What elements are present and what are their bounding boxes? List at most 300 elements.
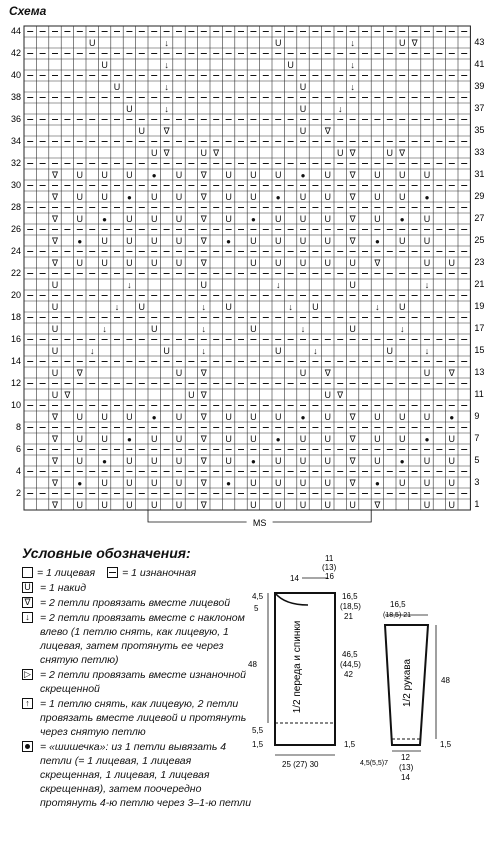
purl-symbol-icon [107, 567, 118, 578]
yarn-over-mark: U [200, 280, 208, 290]
ssk-mark: ↓ [350, 82, 355, 92]
ssk-mark: ↓ [350, 38, 355, 48]
legend-item-p2tog-tbl: ▷ = 2 петли провязать вместе изнаночной скрещенной [22, 668, 252, 696]
k2tog-mark: ∇ [337, 390, 344, 400]
yarn-over-mark: U [126, 500, 133, 510]
sleeve-height-value: 48 [441, 676, 450, 685]
row-number-right: 41 [474, 59, 485, 69]
row-number-left: 12 [10, 378, 21, 388]
yarn-over-mark: U [126, 170, 133, 180]
yarn-over-mark: U [299, 368, 307, 378]
row-number-left: 26 [10, 224, 21, 234]
body-width-value: 25 (27) 30 [282, 760, 319, 769]
k2tog-mark: ∇ [349, 478, 356, 488]
yarn-over-mark: U [188, 390, 195, 400]
side-value-b: (44,5) [340, 660, 361, 669]
yarn-over-mark: U [299, 214, 307, 224]
yarn-over-mark: U [150, 456, 158, 466]
bobble-mark: ● [126, 193, 132, 202]
yarn-over-mark: U [324, 500, 332, 510]
bobble-mark: ● [226, 237, 232, 246]
k2tog-mark: ∇ [200, 412, 207, 422]
chart-title: Схема [9, 4, 47, 18]
yarn-over-mark: U [250, 434, 257, 444]
hem-value-b: 1,5 [252, 740, 264, 749]
yarn-over-mark: U [175, 478, 183, 488]
body-height-value: 48 [248, 660, 257, 669]
yarn-over-mark: U [225, 434, 232, 444]
ssk-mark: ↓ [102, 324, 107, 334]
k2tog-mark: ∇ [349, 170, 356, 180]
sleeve-side-value: 4,5(5,5)7 [360, 760, 389, 767]
k2tog-mark: ∇ [200, 478, 207, 488]
row-number-left: 40 [10, 70, 21, 80]
hem-value-a: 5,5 [252, 726, 264, 735]
k2tog-mark: ∇ [399, 148, 406, 158]
yarn-over-mark: U [324, 434, 332, 444]
ssk-mark: ↓ [300, 324, 306, 334]
ssk-mark: ↓ [201, 346, 207, 356]
row-number-right: 3 [474, 477, 480, 487]
k2tog-mark: ∇ [76, 368, 83, 378]
neck-drop-back: 5 [254, 604, 259, 613]
yarn-over-mark: U [200, 148, 208, 158]
arrow-up-icon: ↑ [22, 698, 33, 709]
row-number-left: 20 [10, 290, 21, 300]
yarn-over-mark: U [126, 104, 133, 114]
row-number-left: 18 [10, 312, 21, 322]
row-number-left: 34 [10, 136, 21, 146]
yarn-over-mark: U [76, 500, 84, 510]
hem-value-c: 1,5 [344, 740, 356, 749]
yarn-over-mark: U [175, 500, 183, 510]
yarn-over-mark: U [287, 60, 294, 70]
legend-item-ssk: ↓ = 2 петли провязать вместе с наклоном влево (1 петлю снять, как лицевую, 1 лицевая, затем протянуть ее через снятую петлю) [22, 611, 252, 667]
row-number-left: 16 [10, 334, 21, 344]
yarn-over-mark: U [126, 236, 133, 246]
yarn-over-mark: U [150, 500, 158, 510]
yarn-over-mark: U [448, 258, 456, 268]
yarn-over-mark: U [225, 456, 232, 466]
yarn-over-mark: U [150, 214, 158, 224]
row-number-left: 10 [10, 400, 21, 410]
k2tog-mark: ∇ [349, 456, 356, 466]
yarn-over-mark: U [386, 148, 394, 158]
bobble-mark: ● [424, 435, 430, 444]
k2tog-mark: ∇ [213, 148, 220, 158]
yarn-over-mark: U [423, 478, 431, 488]
ssk-mark: ↓ [275, 280, 281, 290]
ssk-mark: ↓ [127, 280, 132, 290]
row-number-right: 9 [474, 411, 480, 421]
k2tog-icon: ∇ [22, 597, 33, 608]
sleeve-label: 1/2 рукава [402, 658, 413, 708]
yarn-over-mark: U [299, 126, 307, 136]
legend-item-purl: = 1 изнаночная [107, 566, 196, 580]
yarn-over-mark: U [126, 258, 133, 268]
yarn-over-mark: U [250, 478, 257, 488]
k2tog-mark: ∇ [324, 126, 331, 136]
yarn-over-mark: U [101, 412, 108, 422]
yarn-over-mark: U [448, 456, 456, 466]
yarn-over-mark: U [150, 148, 158, 158]
ssk-mark: ↓ [164, 82, 169, 92]
yarn-over-mark: U [324, 170, 332, 180]
triangle-right-icon: ▷ [22, 669, 33, 680]
row-number-left: 22 [10, 268, 21, 278]
sleeve-top-value-b: (18,5) 21 [383, 612, 412, 619]
yarn-over-mark: U [299, 236, 307, 246]
k2tog-mark: ∇ [51, 214, 59, 224]
yarn-over-mark: U [299, 434, 307, 444]
row-number-right: 13 [474, 367, 485, 377]
bobble-mark: ● [374, 479, 380, 488]
yarn-over-mark: U [398, 38, 406, 48]
bobble-mark: ● [226, 479, 232, 488]
yarn-over-mark: U [274, 214, 282, 224]
yarn-over-mark: U [225, 192, 232, 202]
bobble-mark: ● [449, 413, 455, 422]
yarn-over-mark: U [324, 258, 332, 268]
yarn-over-mark: U [398, 236, 406, 246]
yarn-over-mark: U [250, 324, 257, 334]
yarn-over-mark: U [175, 456, 183, 466]
row-number-left: 28 [10, 202, 21, 212]
yarn-over-mark: U [324, 412, 332, 422]
row-number-left: 24 [10, 246, 21, 256]
shoulder-value-a: 16,5 [342, 592, 358, 601]
yarn-over-mark: U [250, 236, 257, 246]
yarn-over-mark: U [250, 258, 257, 268]
yarn-over-mark: U [51, 346, 59, 356]
ssk-mark: ↓ [114, 302, 120, 312]
row-number-right: 43 [474, 37, 485, 47]
yarn-over-mark: U [76, 170, 84, 180]
yarn-over-mark: U [299, 104, 307, 114]
row-number-right: 11 [474, 389, 484, 399]
neck-width-value: 14 [290, 574, 299, 583]
row-number-right: 31 [474, 169, 485, 179]
yarn-over-mark: U [448, 434, 456, 444]
legend [22, 566, 252, 811]
yarn-over-mark: U [175, 368, 183, 378]
ssk-mark: ↓ [313, 346, 318, 356]
yarn-over-mark: U [324, 478, 332, 488]
k2tog-mark: ∇ [51, 500, 59, 510]
yarn-over-mark: U [299, 478, 307, 488]
arrow-down-icon: ↓ [22, 612, 33, 623]
yarn-over-mark: U [274, 456, 282, 466]
yarn-over-mark: U [76, 412, 84, 422]
yarn-over-mark: U [398, 478, 406, 488]
yarn-over-mark: U [225, 412, 232, 422]
yarn-over-mark: U [126, 456, 133, 466]
yarn-over-mark: U [324, 390, 332, 400]
row-number-right: 39 [474, 81, 485, 91]
row-number-right: 33 [474, 147, 485, 157]
ssk-mark: ↓ [288, 302, 293, 312]
yarn-over-mark: U [274, 478, 282, 488]
neck-depth-value-c: 16 [325, 572, 334, 581]
k2tog-mark: ∇ [51, 170, 59, 180]
yarn-over-mark: U [175, 258, 183, 268]
yarn-over-mark: U [299, 258, 307, 268]
yarn-over-mark: U [88, 38, 96, 48]
ssk-mark: ↓ [89, 346, 95, 356]
bobble-mark: ● [275, 435, 281, 444]
bobble-mark: ● [399, 457, 405, 466]
ssk-mark: ↓ [350, 60, 355, 70]
sleeve-top-value-a: 16,5 [390, 600, 406, 609]
row-number-right: 15 [474, 345, 485, 355]
k2tog-mark: ∇ [200, 192, 207, 202]
yarn-over-mark: U [274, 258, 282, 268]
yarn-over-mark: U [175, 236, 183, 246]
yarn-over-mark: U [175, 412, 183, 422]
row-number-left: 36 [10, 114, 21, 124]
row-number-left: 38 [10, 92, 21, 102]
k2tog-mark: ∇ [200, 368, 207, 378]
row-number-right: 25 [474, 235, 485, 245]
row-number-left: 42 [10, 48, 21, 58]
ssk-mark: ↓ [164, 38, 169, 48]
yarn-over-mark: U [76, 192, 84, 202]
yarn-over-mark: U [374, 412, 381, 422]
knit-symbol-icon [22, 567, 33, 578]
yarn-over-mark: U [398, 412, 406, 422]
yarn-over-mark: U [448, 478, 456, 488]
k2tog-mark: ∇ [200, 170, 207, 180]
row-number-right: 21 [474, 279, 485, 289]
yarn-over-mark: U [423, 236, 431, 246]
yarn-over-mark: U [349, 500, 356, 510]
bobble-mark: ● [77, 237, 83, 246]
bobble-mark: ● [374, 237, 380, 246]
yarn-over-mark: U [51, 302, 59, 312]
front-back-label: 1/2 переда и спинки [292, 620, 303, 714]
yarn-over-mark: U [101, 434, 108, 444]
side-value-c: 42 [344, 670, 353, 679]
yarn-over-mark: U [374, 434, 381, 444]
yarn-over-mark: U [51, 324, 59, 334]
yarn-over-mark: U [138, 126, 146, 136]
ssk-mark: ↓ [201, 302, 207, 312]
yarn-over-mark: U [423, 500, 431, 510]
repeat-label: MS [252, 518, 267, 528]
yarn-over-mark: U [101, 258, 108, 268]
side-value-a: 46,5 [342, 650, 358, 659]
ssk-mark: ↓ [164, 60, 169, 70]
k2tog-mark: ∇ [51, 412, 59, 422]
shoulder-value-c: 21 [344, 612, 353, 621]
yarn-over-mark: U [101, 236, 108, 246]
yarn-over-mark: U [150, 236, 158, 246]
bobble-mark: ● [102, 215, 108, 224]
yarn-over-mark: U [101, 60, 108, 70]
yarn-over-mark: U [76, 456, 84, 466]
row-number-right: 27 [474, 213, 485, 223]
yarn-over-mark: U [225, 302, 232, 312]
ssk-mark: ↓ [424, 280, 430, 290]
neck-depth-value-a: 11 [325, 555, 334, 563]
row-number-right: 35 [474, 125, 485, 135]
bobble-mark: ● [300, 171, 306, 180]
sleeve-bottom-value-c: 14 [401, 773, 410, 782]
legend-title: Условные обозначения: [22, 545, 191, 561]
row-number-right: 23 [474, 257, 485, 267]
yarn-over-mark: U [423, 412, 431, 422]
yarn-over-mark: U [336, 148, 344, 158]
legend-item-k2tog: ∇ = 2 петли провязать вместе лицевой [22, 596, 252, 610]
yarn-over-mark: U [150, 324, 158, 334]
yarn-over-mark: U [126, 214, 133, 224]
row-number-left: 14 [10, 356, 21, 366]
yarn-over-mark: U [225, 170, 232, 180]
yarn-over-mark: U [398, 302, 406, 312]
neck-depth-value-b: (13) [322, 563, 337, 572]
yarn-over-mark: U [250, 412, 257, 422]
yarn-over-mark: U [374, 192, 381, 202]
yarn-over-mark: U [349, 280, 356, 290]
yarn-over-mark: U [324, 236, 332, 246]
yarn-over-mark: U [250, 500, 257, 510]
row-number-left: 30 [10, 180, 21, 190]
yarn-over-mark: U [225, 214, 232, 224]
k2tog-mark: ∇ [200, 258, 207, 268]
legend-item-yarn-over: U = 1 накид [22, 581, 252, 595]
yarn-over-mark: U [150, 434, 158, 444]
bobble-icon [22, 741, 33, 752]
row-number-right: 37 [474, 103, 485, 113]
k2tog-mark: ∇ [200, 214, 207, 224]
bobble-mark: ● [275, 193, 281, 202]
yarn-over-mark: U [299, 82, 307, 92]
yarn-over-mark: U [126, 478, 133, 488]
yarn-over-mark: U [76, 258, 84, 268]
yarn-over-mark: U [76, 214, 84, 224]
yarn-over-mark: U [175, 214, 183, 224]
yarn-over-mark: U [163, 346, 170, 356]
sleeve-bottom-value-b: (13) [399, 763, 414, 772]
yarn-over-mark: U [150, 192, 158, 202]
k2tog-mark: ∇ [51, 456, 59, 466]
yarn-over-mark: U [150, 478, 158, 488]
yarn-over-mark: U [423, 456, 431, 466]
yarn-over-mark: U [51, 280, 59, 290]
row-number-left: 44 [10, 26, 21, 36]
k2tog-mark: ∇ [51, 192, 59, 202]
yarn-over-mark: U [51, 368, 59, 378]
yarn-over-mark: U [386, 346, 394, 356]
yarn-over-mark: U [250, 170, 257, 180]
row-number-left: 4 [15, 466, 21, 476]
legend-item-bobble: = «шишечка»: из 1 петли вывязать 4 петли (= 1 лицевая, 1 лицевая скрещенная, 1 лицевая, 1 лицевая скрещенная), затем поочередно протянуть 4-ю петлю через 3–1-ю петли [22, 740, 252, 810]
bobble-mark: ● [399, 215, 405, 224]
row-number-right: 7 [474, 433, 480, 443]
yarn-over-mark: U [274, 170, 282, 180]
yarn-over-mark: U [423, 368, 431, 378]
yarn-over-mark: U [423, 214, 431, 224]
ssk-mark: ↓ [399, 324, 405, 334]
k2tog-mark: ∇ [51, 478, 59, 488]
k2tog-mark: ∇ [374, 500, 381, 510]
yarn-over-mark: U [448, 500, 456, 510]
yarn-over-mark: U [113, 82, 121, 92]
ssk-mark: ↓ [201, 324, 207, 334]
k2tog-mark: ∇ [349, 434, 356, 444]
k2tog-mark: ∇ [349, 412, 356, 422]
legend-row-knit-purl [22, 566, 252, 580]
body-piece-outline [275, 593, 335, 745]
garment-schematic [240, 555, 490, 835]
yarn-over-mark: U [274, 346, 282, 356]
ssk-mark: ↓ [424, 346, 430, 356]
k2tog-mark: ∇ [200, 390, 207, 400]
k2tog-mark: ∇ [163, 148, 170, 158]
k2tog-mark: ∇ [200, 236, 207, 246]
yarn-over-mark: U [374, 456, 381, 466]
row-number-left: 32 [10, 158, 21, 168]
yarn-over-mark: U [274, 500, 282, 510]
k2tog-mark: ∇ [51, 236, 59, 246]
yarn-over-mark: U [175, 170, 183, 180]
yarn-over-mark: U [423, 258, 431, 268]
row-number-left: 8 [15, 422, 21, 432]
row-number-right: 29 [474, 191, 485, 201]
row-number-left: 2 [15, 488, 21, 498]
shoulder-value-b: (18,5) [340, 602, 361, 611]
yarn-over-mark: U [324, 214, 332, 224]
k2tog-mark: ∇ [51, 434, 59, 444]
bobble-mark: ● [126, 435, 132, 444]
yarn-over-mark: U [423, 170, 431, 180]
yarn-over-mark: U [250, 192, 257, 202]
row-number-right: 17 [474, 323, 485, 333]
k2tog-mark: ∇ [349, 148, 356, 158]
yarn-over-mark: U [101, 478, 108, 488]
row-number-right: 1 [474, 499, 480, 509]
yarn-over-mark: U [175, 192, 183, 202]
yarn-over-mark: U [101, 192, 108, 202]
k2tog-mark: ∇ [349, 214, 356, 224]
yarn-over-mark: U [398, 170, 406, 180]
k2tog-mark: ∇ [200, 500, 207, 510]
bobble-mark: ● [102, 457, 108, 466]
neckline-curve [275, 593, 308, 605]
yarn-over-mark: U [349, 324, 356, 334]
yarn-over-mark: U [101, 500, 108, 510]
bobble-mark: ● [424, 193, 430, 202]
yarn-over-mark: U [349, 258, 356, 268]
yarn-over-mark: U [398, 192, 406, 202]
sleeve-cuff-value: 1,5 [440, 740, 452, 749]
ssk-mark: ↓ [337, 104, 343, 114]
k2tog-mark: ∇ [374, 258, 381, 268]
yarn-over-mark: U [274, 236, 282, 246]
k2tog-mark: ∇ [200, 434, 207, 444]
bobble-mark: ● [250, 215, 256, 224]
yarn-over-mark: U [175, 434, 183, 444]
ssk-mark: ↓ [164, 104, 169, 114]
bobble-mark: ● [250, 457, 256, 466]
yarn-over-mark: U [299, 192, 307, 202]
yarn-over-mark: U [138, 302, 146, 312]
yarn-over-mark: U [76, 434, 84, 444]
row-number-left: 6 [15, 444, 21, 454]
bobble-mark: ● [151, 171, 157, 180]
yarn-over-mark: U [324, 456, 332, 466]
yarn-over-mark: U [324, 192, 332, 202]
